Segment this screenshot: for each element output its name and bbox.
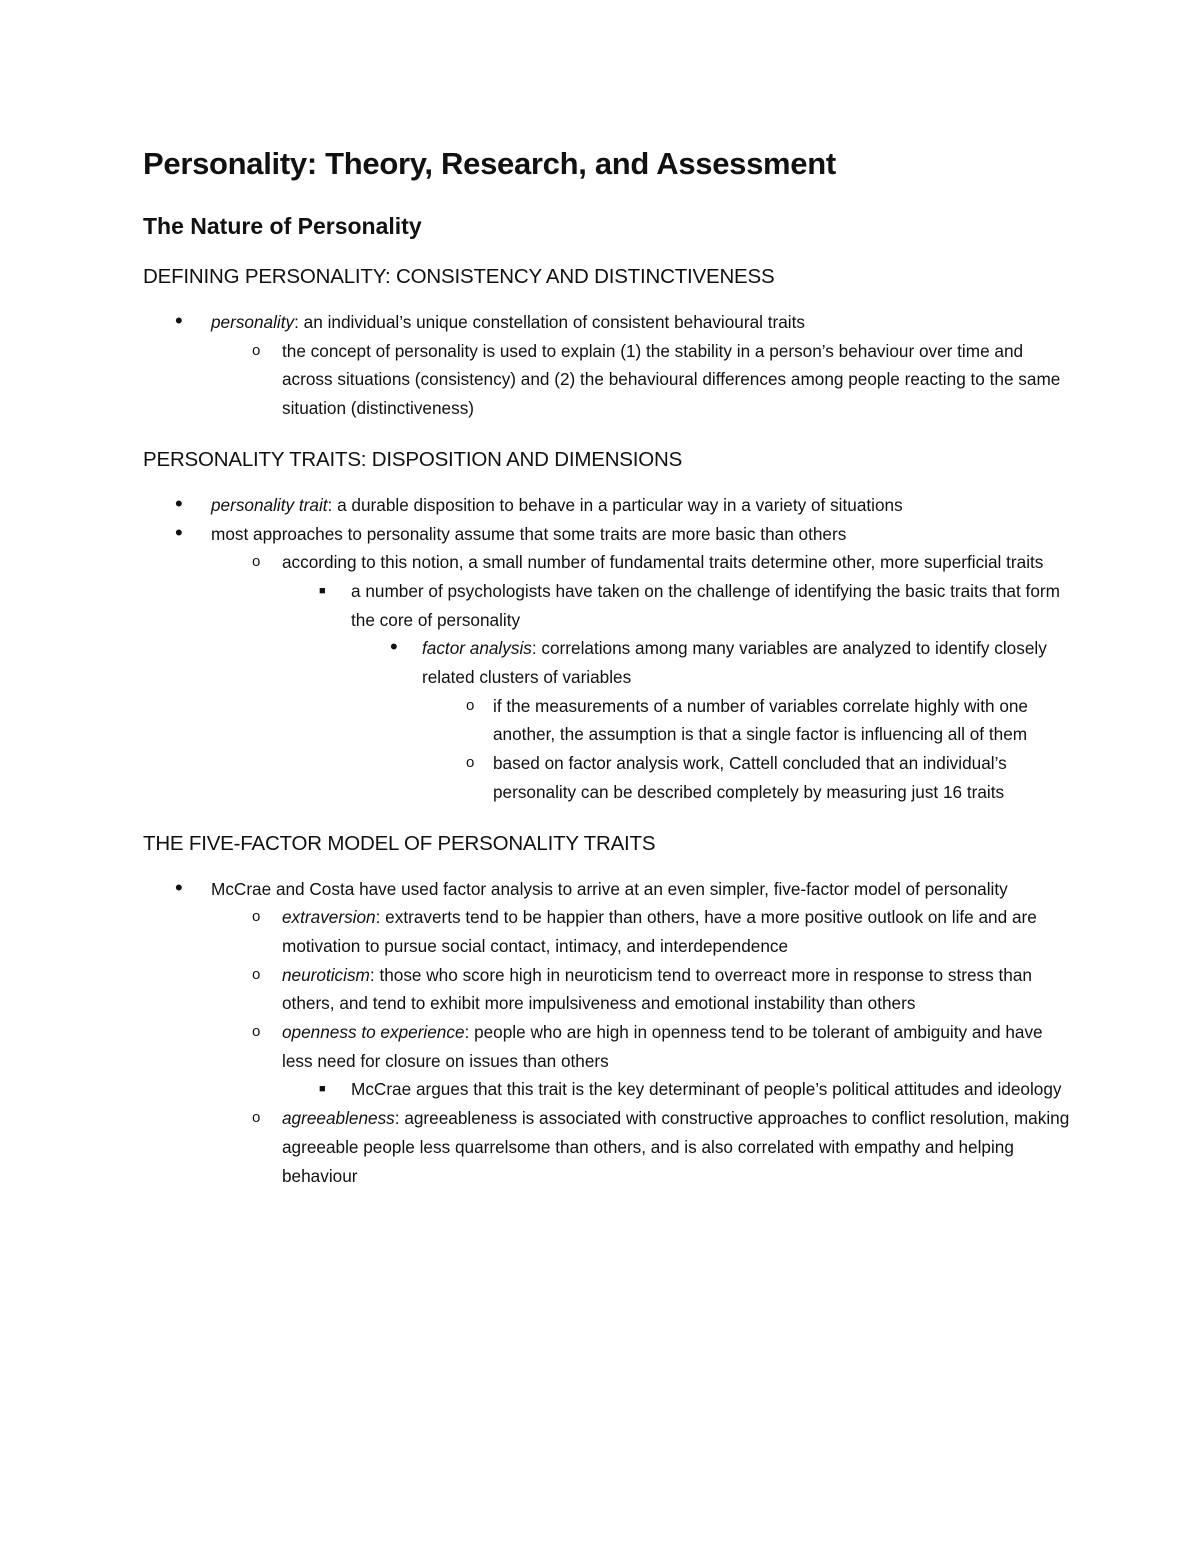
bullet-list [143,491,1073,807]
item-text: : those who score high in neuroticism tend to overreact more in response to stress than others, and tend to exhibit more impulsiveness and emotional instability than others [282,964,1032,1014]
item-text: according to this notion, a small number of fundamental traits determine other, more superficial traits [282,552,1044,573]
bullet-circle-icon: o [466,696,475,714]
list-item [143,1018,1073,1075]
list-item [143,634,1073,691]
section-heading: DEFINING PERSONALITY: CONSISTENCY AND DISTINCTIVENESS [143,265,775,288]
term: factor analysis [422,638,532,659]
bullet-square-icon: ■ [319,1083,326,1096]
bullet-circle-icon: o [252,908,261,926]
bullet-list [143,308,1073,423]
bullet-circle-icon: o [466,754,475,772]
list-item [143,520,1073,549]
list-item [143,308,1073,337]
item-text: a number of psychologists have taken on the challenge of identifying the basic traits that form the core of personality [351,580,1060,630]
item-text: most approaches to personality assume that some traits are more basic than others [211,523,847,544]
bullet-dot-icon: • [175,874,183,900]
document-page [143,140,1073,1190]
bullet-square-icon: ■ [319,584,326,597]
document-title: Personality: Theory, Research, and Assessment [143,146,836,181]
item-text: McCrae argues that this trait is the key determinant of people’s political attitudes and ideology [351,1079,1062,1100]
list-item [143,491,1073,520]
term: agreeableness [282,1108,395,1129]
term: openness to experience [282,1022,465,1043]
list-item [143,337,1073,423]
term: extraversion [282,907,376,928]
section-five-factor-model [143,829,1073,1191]
chapter-heading: The Nature of Personality [143,213,422,239]
item-text: : extraverts tend to be happier than others, have a more positive outlook on life and are motivation to pursue social contact, intimacy, and interdependence [282,907,1037,956]
item-text: McCrae and Costa have used factor analysis to arrive at an even simpler, five-factor model of personality [211,878,1008,899]
bullet-circle-icon: o [252,553,261,571]
item-text: : an individual’s unique constellation of consistent behavioural traits [294,312,805,332]
list-item [143,1104,1073,1190]
bullet-list [143,875,1073,1191]
item-text: : a durable disposition to behave in a particular way in a variety of situations [327,494,903,515]
list-item [143,903,1073,960]
item-text: if the measurements of a number of variables correlate highly with one another, the assumption is that a single factor is influencing all of them [493,695,1028,745]
item-text: based on factor analysis work, Cattell concluded that an individual’s personality can be described completely by measuring just 16 traits [493,753,1007,802]
list-item [143,577,1073,634]
item-text: : people who are high in openness tend to be tolerant of ambiguity and have less need for closure on issues than others [282,1022,1043,1071]
bullet-circle-icon: o [252,341,261,359]
bullet-dot-icon: • [175,519,183,545]
item-text: : correlations among many variables are analyzed to identify closely related clusters of variables [422,638,1047,688]
term: neuroticism [282,964,370,985]
section-heading: PERSONALITY TRAITS: DISPOSITION AND DIMENSIONS [143,447,683,471]
list-item [143,1075,1073,1104]
list-item [143,692,1073,749]
item-text: the concept of personality is used to explain (1) the stability in a person’s behaviour over time and across situations (consistency) and (2) the behavioural differences among people reacting to the same situation (distinctiveness) [282,340,1061,419]
bullet-dot-icon: • [390,634,398,660]
bullet-circle-icon: o [252,1023,261,1041]
list-item [143,875,1073,904]
list-item [143,961,1073,1018]
bullet-circle-icon: o [252,965,261,983]
section-personality-traits [143,445,1073,807]
section-heading: THE FIVE-FACTOR MODEL OF PERSONALITY TRAITS [143,831,656,855]
bullet-dot-icon: • [175,308,183,333]
bullet-dot-icon: • [175,490,183,516]
bullet-circle-icon: o [252,1109,261,1127]
list-item [143,548,1073,577]
term: personality [211,312,295,332]
term: personality trait [211,494,328,515]
list-item [143,749,1073,806]
section-defining-personality [143,262,1073,423]
item-text: : agreeableness is associated with constructive approaches to conflict resolution, making agreeable people less quarrelsome than others, and is also correlated with empathy and helping behaviour [282,1108,1070,1186]
